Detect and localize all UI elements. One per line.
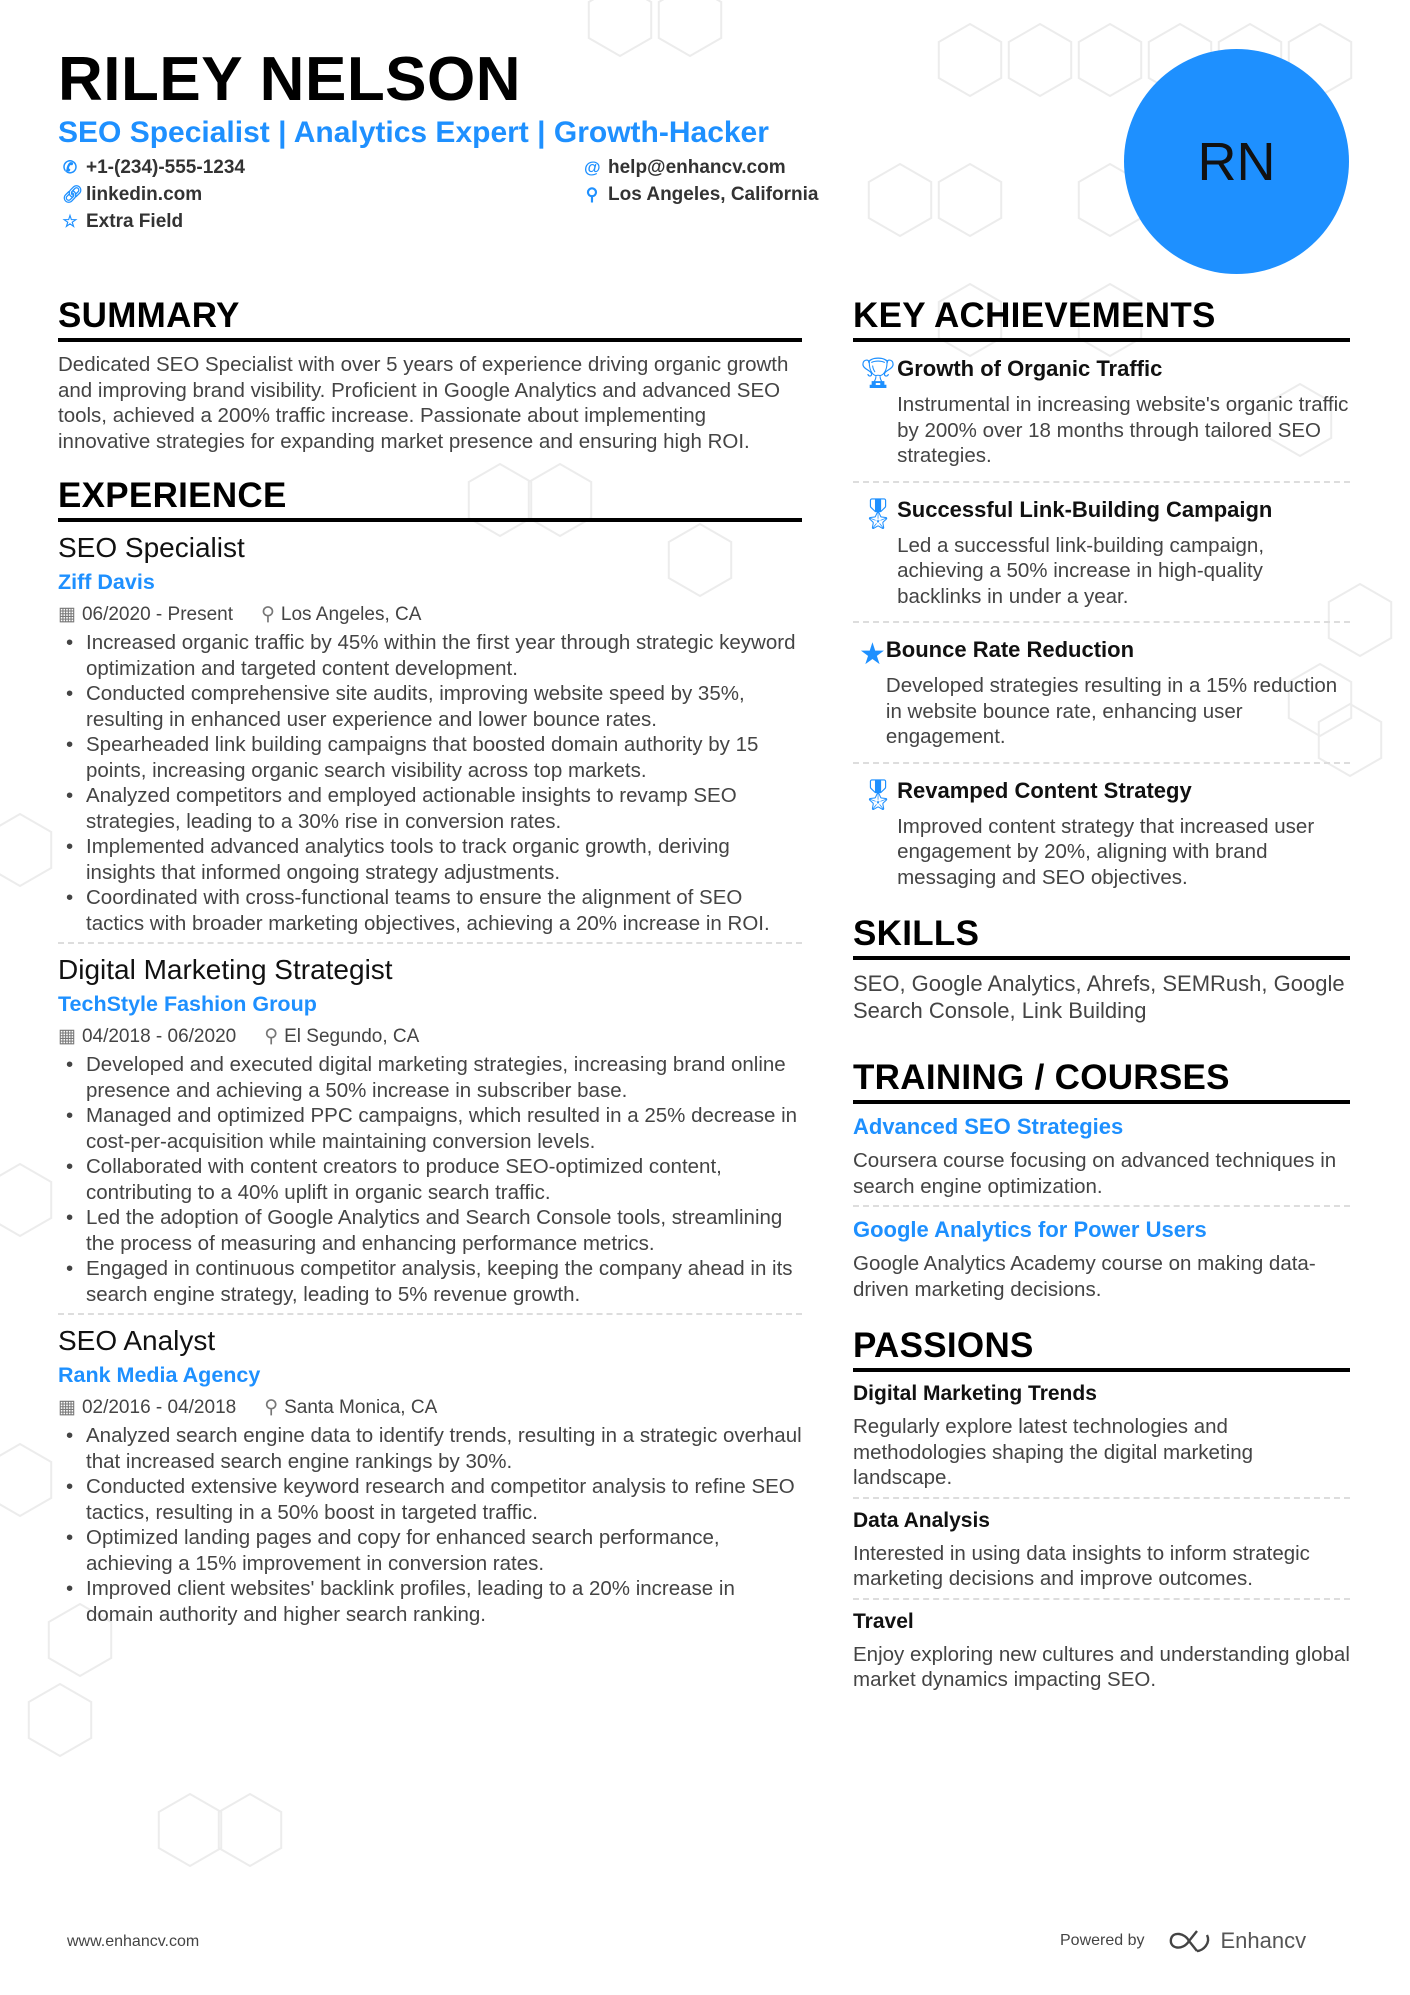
calendar-icon: ▦ bbox=[58, 1026, 76, 1047]
job-bullets bbox=[58, 1052, 802, 1307]
job-location-text: Santa Monica, CA bbox=[284, 1397, 438, 1418]
hexagon-shape bbox=[1079, 24, 1141, 96]
hexagon-shape bbox=[869, 164, 931, 236]
summary-heading: SUMMARY bbox=[58, 296, 802, 342]
bullet-item: • Led the adoption of Google Analytics and Search Console tools, streamlining the process of measuring and enhancing performance metrics. bbox=[58, 1205, 802, 1256]
job-location-text: Los Angeles, CA bbox=[280, 604, 422, 625]
job-entry bbox=[58, 1325, 802, 1627]
job-entry bbox=[58, 532, 802, 944]
job-dates bbox=[58, 1396, 236, 1419]
phone bbox=[62, 157, 245, 179]
phone-text: +1-(234)-555-1234 bbox=[86, 157, 245, 178]
bullet-item: • Managed and optimized PPC campaigns, which resulted in a 25% decrease in cost-per-acquisition while maintaining conversion levels. bbox=[58, 1103, 802, 1154]
passions-list bbox=[853, 1382, 1350, 1693]
course-text: Coursera course focusing on advanced techniques in search engine optimization. bbox=[853, 1149, 1337, 1198]
achievement-body bbox=[897, 356, 1350, 469]
bullet-item: • Analyzed search engine data to identify trends, resulting in a strategic overhaul that increased search engine rankings by 30%. bbox=[58, 1423, 802, 1474]
passion-title: Travel bbox=[853, 1609, 914, 1633]
achievement-text: Improved content strategy that increased user engagement by 20%, aligning with brand messaging and SEO objectives. bbox=[897, 814, 1315, 889]
calendar-icon: ▦ bbox=[58, 604, 76, 625]
achievement-item bbox=[853, 633, 1350, 756]
candidate-name: RILEY NELSON bbox=[58, 45, 522, 114]
bullet-item: • Increased organic traffic by 45% within the first year through strategic keyword optimization and targeted content development. bbox=[58, 630, 802, 681]
footer-powered bbox=[1060, 1928, 1306, 1954]
achievement-item bbox=[853, 774, 1350, 897]
job-dates-text: 04/2018 - 06/2020 bbox=[81, 1026, 237, 1047]
divider bbox=[853, 481, 1350, 483]
hexagon-shape bbox=[659, 0, 721, 56]
passion-text: Interested in using data insights to inform strategic marketing decisions and improve outcomes. bbox=[853, 1541, 1310, 1590]
training-heading: TRAINING / COURSES bbox=[853, 1058, 1350, 1104]
achievement-text: Developed strategies resulting in a 15% reduction in website bounce rate, enhancing user engagement. bbox=[885, 674, 1338, 748]
trophy-icon: 🏆︎ bbox=[859, 357, 898, 390]
right-column bbox=[853, 296, 1350, 1693]
passion-text: Enjoy exploring new cultures and understanding global market dynamics impacting SEO. bbox=[853, 1642, 1350, 1691]
job-dates bbox=[58, 603, 233, 626]
map-pin-icon: ⚲ bbox=[264, 1397, 279, 1418]
bullet-item: • Collaborated with content creators to produce SEO-optimized content, contributing to a 40% uplift in organic search traffic. bbox=[58, 1154, 802, 1205]
job-meta bbox=[58, 1025, 802, 1048]
course-title[interactable]: Google Analytics for Power Users bbox=[853, 1217, 1207, 1242]
achievement-title: Revamped Content Strategy bbox=[897, 777, 1192, 803]
achievements-list bbox=[853, 352, 1350, 896]
job-company[interactable]: Rank Media Agency bbox=[58, 1363, 261, 1387]
job-location-text: El Segundo, CA bbox=[284, 1026, 420, 1047]
job-meta bbox=[58, 603, 802, 626]
location-text: Los Angeles, California bbox=[608, 184, 819, 205]
job-role: SEO Analyst bbox=[58, 1325, 216, 1356]
candidate-title: SEO Specialist | Analytics Expert | Growth-Hacker bbox=[58, 116, 769, 149]
bullet-item: • Analyzed competitors and employed actionable insights to revamp SEO strategies, leading to a 30% rise in conversion rates. bbox=[58, 783, 802, 834]
achievement-body bbox=[897, 497, 1350, 610]
link-icon: 🔗︎ bbox=[62, 185, 84, 204]
bullet-item: • Spearheaded link building campaigns that boosted domain authority by 15 points, increasing organic search visibility across top markets. bbox=[58, 732, 802, 783]
passion-title: Data Analysis bbox=[853, 1508, 990, 1532]
achievement-item bbox=[853, 352, 1350, 475]
divider bbox=[58, 1313, 802, 1315]
hexagon-shape bbox=[0, 814, 51, 886]
email[interactable] bbox=[584, 157, 786, 179]
job-company[interactable]: TechStyle Fashion Group bbox=[58, 992, 317, 1016]
skills-heading: SKILLS bbox=[853, 914, 1350, 960]
hexagon-shape bbox=[939, 164, 1001, 236]
achievement-title: Bounce Rate Reduction bbox=[885, 637, 1135, 662]
job-location bbox=[264, 1025, 419, 1048]
at-icon: @ bbox=[584, 158, 601, 177]
bullet-item: • Developed and executed digital marketing strategies, increasing brand online presence and achieving a 50% increase in subscriber base. bbox=[58, 1052, 802, 1103]
job-dates-text: 06/2020 - Present bbox=[81, 604, 233, 625]
achievement-title: Successful Link-Building Campaign bbox=[897, 496, 1273, 522]
job-location bbox=[264, 1396, 437, 1419]
award-ribbon-icon: 🎖︎ bbox=[859, 497, 898, 531]
experience-list bbox=[58, 532, 802, 1627]
bullet-item: • Conducted comprehensive site audits, improving website speed by 35%, resulting in enhanced user experience and lower bounce rates. bbox=[58, 681, 802, 732]
hexagon-shape bbox=[0, 1164, 51, 1236]
divider bbox=[58, 942, 802, 944]
map-pin-icon: ⚲ bbox=[585, 185, 599, 204]
hexagon-shape bbox=[939, 24, 1001, 96]
job-meta bbox=[58, 1396, 802, 1419]
bullet-item: • Improved client websites' backlink profiles, leading to a 20% increase in domain authority and higher search ranking. bbox=[58, 1576, 802, 1627]
courses-list bbox=[853, 1114, 1350, 1302]
job-role: Digital Marketing Strategist bbox=[58, 954, 393, 985]
bullet-item: • Engaged in continuous competitor analysis, keeping the company ahead in its search engine strategy, leading to 5% revenue growth. bbox=[58, 1256, 802, 1307]
star-icon: ★ bbox=[859, 638, 886, 671]
map-pin-icon: ⚲ bbox=[261, 604, 275, 625]
job-bullets bbox=[58, 1423, 802, 1627]
enhancv-logo bbox=[1167, 1928, 1307, 1954]
extra-field bbox=[62, 211, 183, 233]
hexagon-shape bbox=[589, 0, 651, 56]
divider bbox=[853, 1598, 1350, 1600]
skills-text: SEO, Google Analytics, Ahrefs, SEMRush, Google Search Console, Link Building bbox=[853, 971, 1345, 1023]
job-location bbox=[261, 603, 421, 626]
divider bbox=[853, 621, 1350, 623]
achievement-body bbox=[886, 637, 1350, 750]
achievement-item bbox=[853, 493, 1350, 616]
job-company[interactable]: Ziff Davis bbox=[58, 570, 155, 594]
achievement-text: Led a successful link-building campaign, achieving a 50% increase in high-quality backlinks in under a year. bbox=[897, 533, 1265, 608]
bullet-item: • Coordinated with cross-functional teams to ensure the alignment of SEO tactics with broader marketing objectives, achieving a 20% increase in ROI. bbox=[58, 885, 802, 936]
passions-heading: PASSIONS bbox=[853, 1326, 1350, 1372]
hexagon-shape bbox=[1009, 24, 1071, 96]
summary-text: Dedicated SEO Specialist with over 5 years of experience driving organic growth and improving brand visibility. Proficient in Google Analytics and advanced SEO tools, achieved a 200% traffic increase. Passionate about implementing innovative strategies for expanding market presence and ensuring high ROI. bbox=[58, 353, 789, 453]
achievement-text: Instrumental in increasing website's organic traffic by 200% over 18 months through tailored SEO strategies. bbox=[897, 393, 1349, 467]
email-text[interactable]: help@enhancv.com bbox=[608, 157, 786, 178]
powered-by-label: Powered by bbox=[1060, 1932, 1145, 1949]
job-dates bbox=[58, 1025, 236, 1048]
course-text: Google Analytics Academy course on making data-driven marketing decisions. bbox=[853, 1252, 1316, 1301]
passion-title: Digital Marketing Trends bbox=[853, 1382, 1097, 1405]
left-column bbox=[58, 296, 802, 1627]
job-dates-text: 02/2016 - 04/2018 bbox=[81, 1397, 237, 1418]
divider bbox=[853, 1205, 1350, 1207]
phone-icon: ✆ bbox=[62, 158, 78, 177]
star-outline-icon: ☆ bbox=[62, 212, 78, 231]
job-role: SEO Specialist bbox=[58, 532, 245, 563]
hexagon-shape bbox=[29, 1684, 91, 1756]
divider bbox=[853, 762, 1350, 764]
award-ribbon-icon: 🎖︎ bbox=[859, 778, 898, 812]
experience-heading: EXPERIENCE bbox=[58, 476, 802, 522]
divider bbox=[853, 1497, 1350, 1499]
job-bullets bbox=[58, 630, 802, 936]
achievement-title: Growth of Organic Traffic bbox=[897, 356, 1163, 381]
hexagon-shape bbox=[219, 1794, 281, 1866]
hexagon-shape bbox=[0, 1444, 51, 1516]
extra-text: Extra Field bbox=[86, 211, 184, 232]
enhancv-logo-icon bbox=[1167, 1929, 1213, 1953]
achievements-heading: KEY ACHIEVEMENTS bbox=[853, 296, 1350, 342]
footer-website[interactable]: www.enhancv.com bbox=[67, 1933, 200, 1950]
hexagon-shape bbox=[159, 1794, 221, 1866]
achievement-body bbox=[897, 778, 1350, 891]
map-pin-icon: ⚲ bbox=[264, 1026, 279, 1047]
bullet-item: • Conducted extensive keyword research and competitor analysis to refine SEO tactics, resulting in a 50% boost in targeted traffic. bbox=[58, 1474, 802, 1525]
job-entry bbox=[58, 954, 802, 1315]
course-title[interactable]: Advanced SEO Strategies bbox=[853, 1114, 1124, 1139]
calendar-icon: ▦ bbox=[58, 1397, 76, 1418]
location bbox=[584, 184, 818, 206]
avatar: RN bbox=[1124, 49, 1349, 274]
link[interactable] bbox=[62, 184, 202, 206]
bullet-item: • Optimized landing pages and copy for enhanced search performance, achieving a 15% improvement in conversion rates. bbox=[58, 1525, 802, 1576]
bullet-item: • Implemented advanced analytics tools to track organic growth, deriving insights that informed ongoing strategy adjustments. bbox=[58, 834, 802, 885]
enhancv-brand-text: Enhancv bbox=[1220, 1928, 1307, 1953]
link-text[interactable]: linkedin.com bbox=[86, 184, 203, 205]
passion-text: Regularly explore latest technologies and methodologies shaping the digital marketing landscape. bbox=[853, 1415, 1254, 1489]
